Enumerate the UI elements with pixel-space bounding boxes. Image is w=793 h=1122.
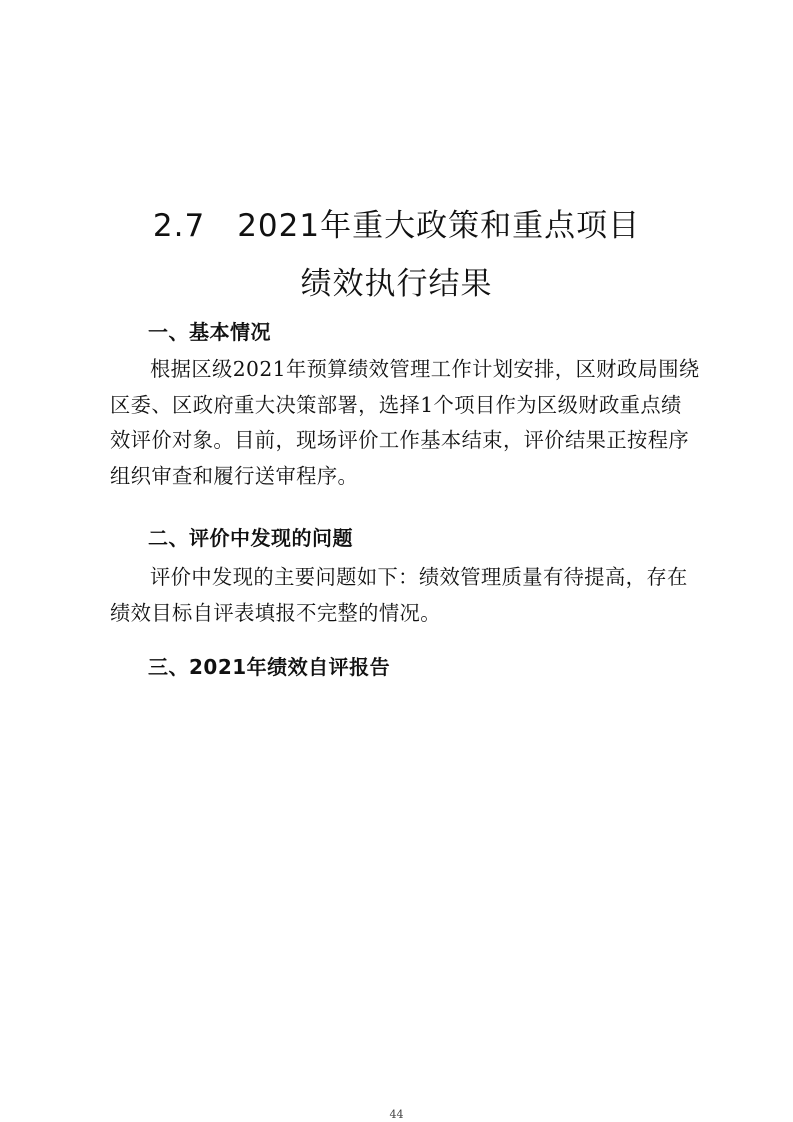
section-heading-issues: 二、评价中发现的问题 <box>148 526 353 550</box>
section-heading-basic-info: 一、基本情况 <box>148 320 271 344</box>
paragraph-line: 区委、区政府重大决策部署，选择1个项目作为区级财政重点绩 <box>110 392 682 417</box>
document-title-line-1: 2.7 2021年重大政策和重点项目 <box>152 208 641 244</box>
paragraph-line: 根据区级2021年预算绩效管理工作计划安排，区财政局围绕 <box>150 357 700 381</box>
section-body-issues <box>110 560 715 631</box>
paragraph-line: 效评价对象。目前，现场评价工作基本结束，评价结果正按程序 <box>110 428 690 452</box>
document-title-line-2: 绩效执行结果 <box>300 266 493 302</box>
section-heading-self-evaluation: 三、2021年绩效自评报告 <box>148 655 391 679</box>
paragraph-line: 绩效目标自评表填报不完整的情况。 <box>110 600 441 625</box>
page-number: 44 <box>389 1108 404 1121</box>
section-body-basic-info <box>110 352 715 494</box>
paragraph-line: 评价中发现的主要问题如下：绩效管理质量有待提高，存在 <box>150 565 688 589</box>
paragraph-line: 组织审查和履行送审程序。 <box>110 463 359 488</box>
